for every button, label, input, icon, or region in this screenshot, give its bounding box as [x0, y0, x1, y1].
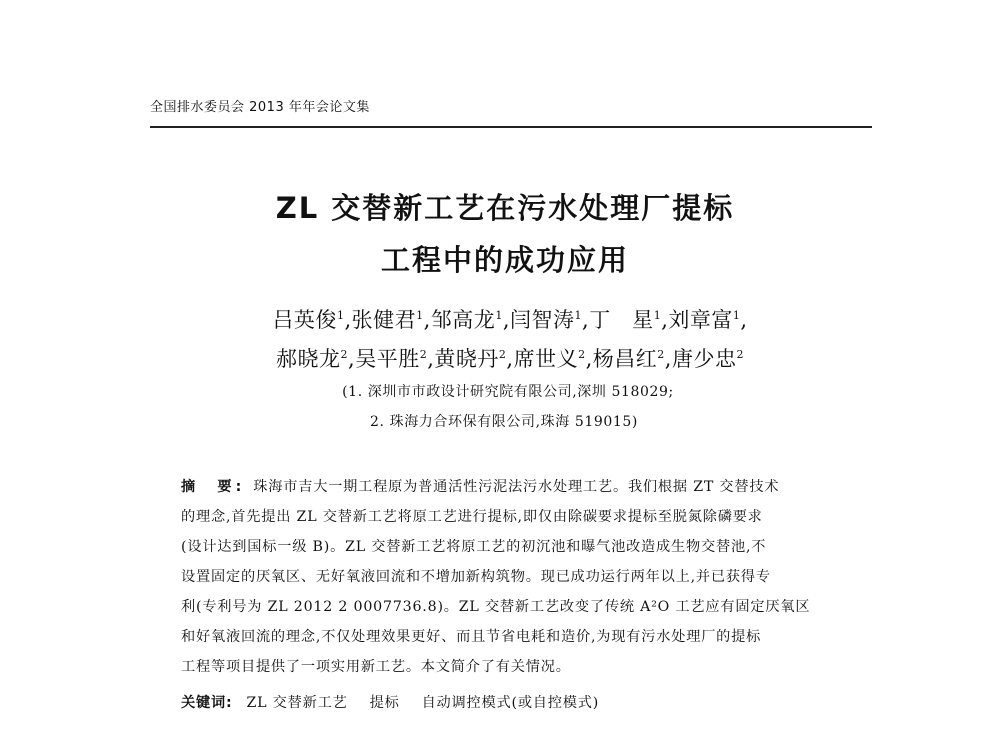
author-affiliation-mark: 1: [336, 309, 345, 322]
affiliation-line-2: 2. 珠海力合环保有限公司,珠海 519015): [369, 414, 638, 430]
header-divider: [150, 126, 872, 128]
running-header: 全国排水委员会 2013 年年会论文集: [150, 100, 370, 115]
paper-title-line-2: 工程中的成功应用: [380, 243, 629, 277]
author-list-line-2: 郝晓龙$^2$,吴平胜$^2$,黄晓丹$^2$,席世义$^2$,杨昌红$^2$,唐少忠$^2$: [276, 347, 744, 371]
author-name: 邹高龙: [430, 308, 496, 332]
author-affiliation-mark: 2: [340, 348, 349, 361]
abstract-line: (设计达到国标一级 B)。ZL 交替新工艺将原工艺的初沉池和曝气池改造成生物交替池,不: [181, 539, 767, 555]
author-affiliation-mark: 1: [574, 309, 582, 322]
author-name: 黄晓丹: [434, 347, 499, 371]
author-affiliation-mark: 1: [653, 309, 662, 322]
author-name: 张健君: [351, 308, 417, 332]
keyword: 提标: [369, 695, 400, 711]
keyword: ZL 交替新工艺: [246, 695, 348, 711]
paper-title-line-1: ZL 交替新工艺在污水处理厂提标: [275, 191, 735, 225]
author-name: 席世义: [513, 347, 579, 371]
author-name: 唐少忠: [671, 347, 737, 371]
abstract-line: 设置固定的厌氧区、无好氧液回流和不增加新构筑物。现已成功运行两年以上,并已获得专: [181, 569, 771, 585]
author-name: 杨昌红: [592, 347, 658, 371]
author-affiliation-mark: 2: [498, 348, 507, 361]
author-name: 闫智涛: [510, 308, 575, 332]
abstract-line: [181, 472, 841, 502]
author-affiliation-mark: 2: [657, 348, 665, 361]
author-name: 刘章富: [668, 308, 733, 332]
author-affiliation-mark: 2: [419, 348, 428, 361]
author-name: 吴平胜: [355, 347, 420, 371]
author-affiliation-mark: 1: [416, 309, 424, 322]
author-name: 丁 星: [589, 308, 654, 332]
author-list-line-1: 吕英俊$^1$,张健君$^1$,邹高龙$^1$,闫智涛$^1$,丁 星$^1$,刘章富$^1$,: [272, 308, 748, 332]
author-affiliation-mark: 2: [736, 348, 744, 361]
abstract-text: 珠海市吉大一期工程原为普通活性污泥法污水处理工艺。我们根据 ZT 交替技术: [253, 479, 780, 495]
abstract-line: 利(专利号为 ZL 2012 2 0007736.8)。ZL 交替新工艺改变了传统 A²O 工艺应有固定厌氧区: [181, 599, 811, 615]
abstract-line: 和好氧液回流的理念,不仅处理效果更好、而且节省电耗和造价,为现有污水处理厂的提标: [181, 629, 762, 645]
abstract-label: 摘 要:: [181, 479, 246, 495]
abstract-line: 工程等项目提供了一项实用新工艺。本文简介了有关情况。: [181, 659, 571, 675]
abstract-line: 的理念,首先提出 ZL 交替新工艺将原工艺进行提标,即仅由除碳要求提标至脱氮除磷要求: [181, 509, 763, 525]
keywords-label: 关键词:: [181, 695, 233, 711]
author-name: 郝晓龙: [276, 347, 341, 371]
author-affiliation-mark: 1: [495, 309, 503, 322]
author-affiliation-mark: 1: [732, 309, 741, 322]
abstract: [181, 472, 841, 682]
keywords: [181, 692, 621, 712]
author-name: 吕英俊: [272, 308, 337, 332]
affiliation-line-1: (1. 深圳市市政设计研究院有限公司,深圳 518029;: [342, 384, 674, 400]
keyword: 自动调控模式(或自控模式): [421, 695, 600, 711]
author-affiliation-mark: 2: [578, 348, 586, 361]
